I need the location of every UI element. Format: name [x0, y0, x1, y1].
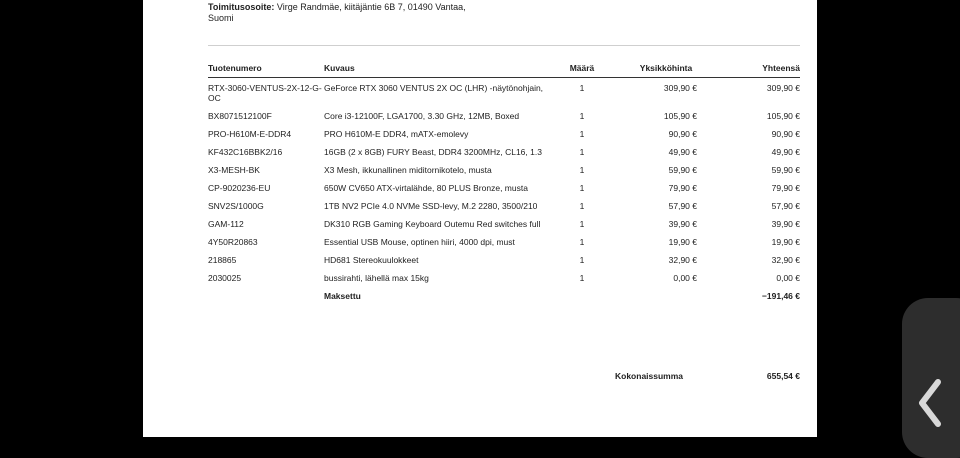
header-total: Yhteensä: [725, 62, 800, 78]
invoice-document: [143, 0, 817, 437]
cell-qty: 1: [579, 201, 585, 211]
cell-unit: 0,00 €: [673, 273, 697, 283]
cell-qty: 1: [579, 147, 585, 157]
cell-code: SNV2S/1000G: [208, 201, 264, 211]
cell-desc: 1TB NV2 PCIe 4.0 NVMe SSD-levy, M.2 2280, 3500/210: [324, 201, 538, 211]
cell-total: 59,90 €: [771, 165, 800, 175]
cell-code: X3-MESH-BK: [208, 165, 260, 175]
cell-total: 49,90 €: [771, 147, 800, 157]
paid-label: Maksettu: [324, 291, 361, 301]
cell-total: 39,90 €: [771, 219, 800, 229]
table-row: [208, 178, 800, 196]
header-unit-price: Yksikköhinta: [607, 62, 725, 78]
cell-unit: 39,90 €: [668, 219, 697, 229]
cell-desc: Core i3-12100F, LGA1700, 3.30 GHz, 12MB, Boxed: [324, 111, 520, 121]
cell-qty: 1: [579, 255, 585, 265]
cell-unit: 57,90 €: [668, 201, 697, 211]
cell-desc: 650W CV650 ATX-virtalähde, 80 PLUS Bronze, musta: [324, 183, 528, 193]
cell-code: PRO-H610M-E-DDR4: [208, 129, 292, 139]
cell-code: CP-9020236-EU: [208, 183, 271, 193]
shipping-label: Toimitusosoite:: [208, 2, 275, 12]
cell-unit: 79,90 €: [668, 183, 697, 193]
table-row: [208, 124, 800, 142]
cell-desc: DK310 RGB Gaming Keyboard Outemu Red switches full: [324, 219, 541, 229]
header-desc: Kuvaus: [324, 62, 557, 78]
shipping-address: [208, 2, 538, 24]
table-row: [208, 196, 800, 214]
grand-total-value: 655,54 €: [766, 371, 800, 381]
cell-desc: X3 Mesh, ikkunallinen miditornikotelo, musta: [324, 165, 492, 175]
cell-qty: 1: [579, 129, 585, 139]
table-row: [208, 232, 800, 250]
cell-desc: HD681 Stereokuulokkeet: [324, 255, 419, 265]
cell-qty: 1: [579, 111, 585, 121]
cell-unit: 32,90 €: [668, 255, 697, 265]
cell-unit: 49,90 €: [668, 147, 697, 157]
cell-desc: 16GB (2 x 8GB) FURY Beast, DDR4 3200MHz, CL16, 1.3: [324, 147, 542, 157]
cell-qty: 1: [579, 273, 585, 283]
table-row: [208, 214, 800, 232]
paid-value: −191,46 €: [761, 291, 800, 301]
cell-total: 79,90 €: [771, 183, 800, 193]
cell-unit: 59,90 €: [668, 165, 697, 175]
cell-code: KF432C16BBK2/16: [208, 147, 283, 157]
table-row: [208, 78, 800, 107]
cell-code: 4Y50R20863: [208, 237, 258, 247]
cell-total: 19,90 €: [771, 237, 800, 247]
table-row: [208, 268, 800, 286]
cell-desc: PRO H610M-E DDR4, mATX-emolevy: [324, 129, 469, 139]
table-header-row: [208, 62, 800, 78]
cell-desc: GeForce RTX 3060 VENTUS 2X OC (LHR) -näytönohjain,: [324, 83, 544, 93]
cell-total: 309,90 €: [766, 83, 800, 93]
cell-desc: bussirahti, lähellä max 15kg: [324, 273, 429, 283]
order-table: [208, 62, 800, 301]
table-row: [208, 160, 800, 178]
previous-page-button[interactable]: [902, 298, 960, 458]
cell-code: BX8071512100F: [208, 111, 272, 121]
divider: [208, 45, 800, 46]
cell-qty: 1: [579, 165, 585, 175]
grand-total-label: Kokonaissumma: [615, 371, 684, 381]
cell-unit: 90,90 €: [668, 129, 697, 139]
table-row: [208, 142, 800, 160]
cell-code: GAM-112: [208, 219, 244, 229]
cell-total: 57,90 €: [771, 201, 800, 211]
header-code: Tuotenumero: [208, 62, 324, 78]
chevron-left-icon: [914, 378, 944, 428]
cell-qty: 1: [579, 219, 585, 229]
cell-code: 2030025: [208, 273, 242, 283]
cell-total: 0,00 €: [776, 273, 800, 283]
shipping-address-line2: Suomi: [208, 13, 234, 23]
cell-qty: 1: [579, 83, 585, 93]
cell-code: RTX-3060-VENTUS-2X-12-G-OC: [208, 83, 322, 103]
cell-qty: 1: [579, 183, 585, 193]
header-qty: Määrä: [557, 62, 607, 78]
cell-desc: Essential USB Mouse, optinen hiiri, 4000 dpi, must: [324, 237, 515, 247]
cell-unit: 309,90 €: [663, 83, 697, 93]
table-row: [208, 250, 800, 268]
cell-total: 105,90 €: [766, 111, 800, 121]
cell-qty: 1: [579, 237, 585, 247]
cell-unit: 19,90 €: [668, 237, 697, 247]
cell-total: 90,90 €: [771, 129, 800, 139]
cell-unit: 105,90 €: [663, 111, 697, 121]
shipping-address-line1: Virge Randmäe, kiitäjäntie 6B 7, 01490 Vantaa,: [276, 2, 466, 12]
cell-total: 32,90 €: [771, 255, 800, 265]
table-row: [208, 106, 800, 124]
cell-code: 218865: [208, 255, 237, 265]
paid-row: [208, 286, 800, 301]
